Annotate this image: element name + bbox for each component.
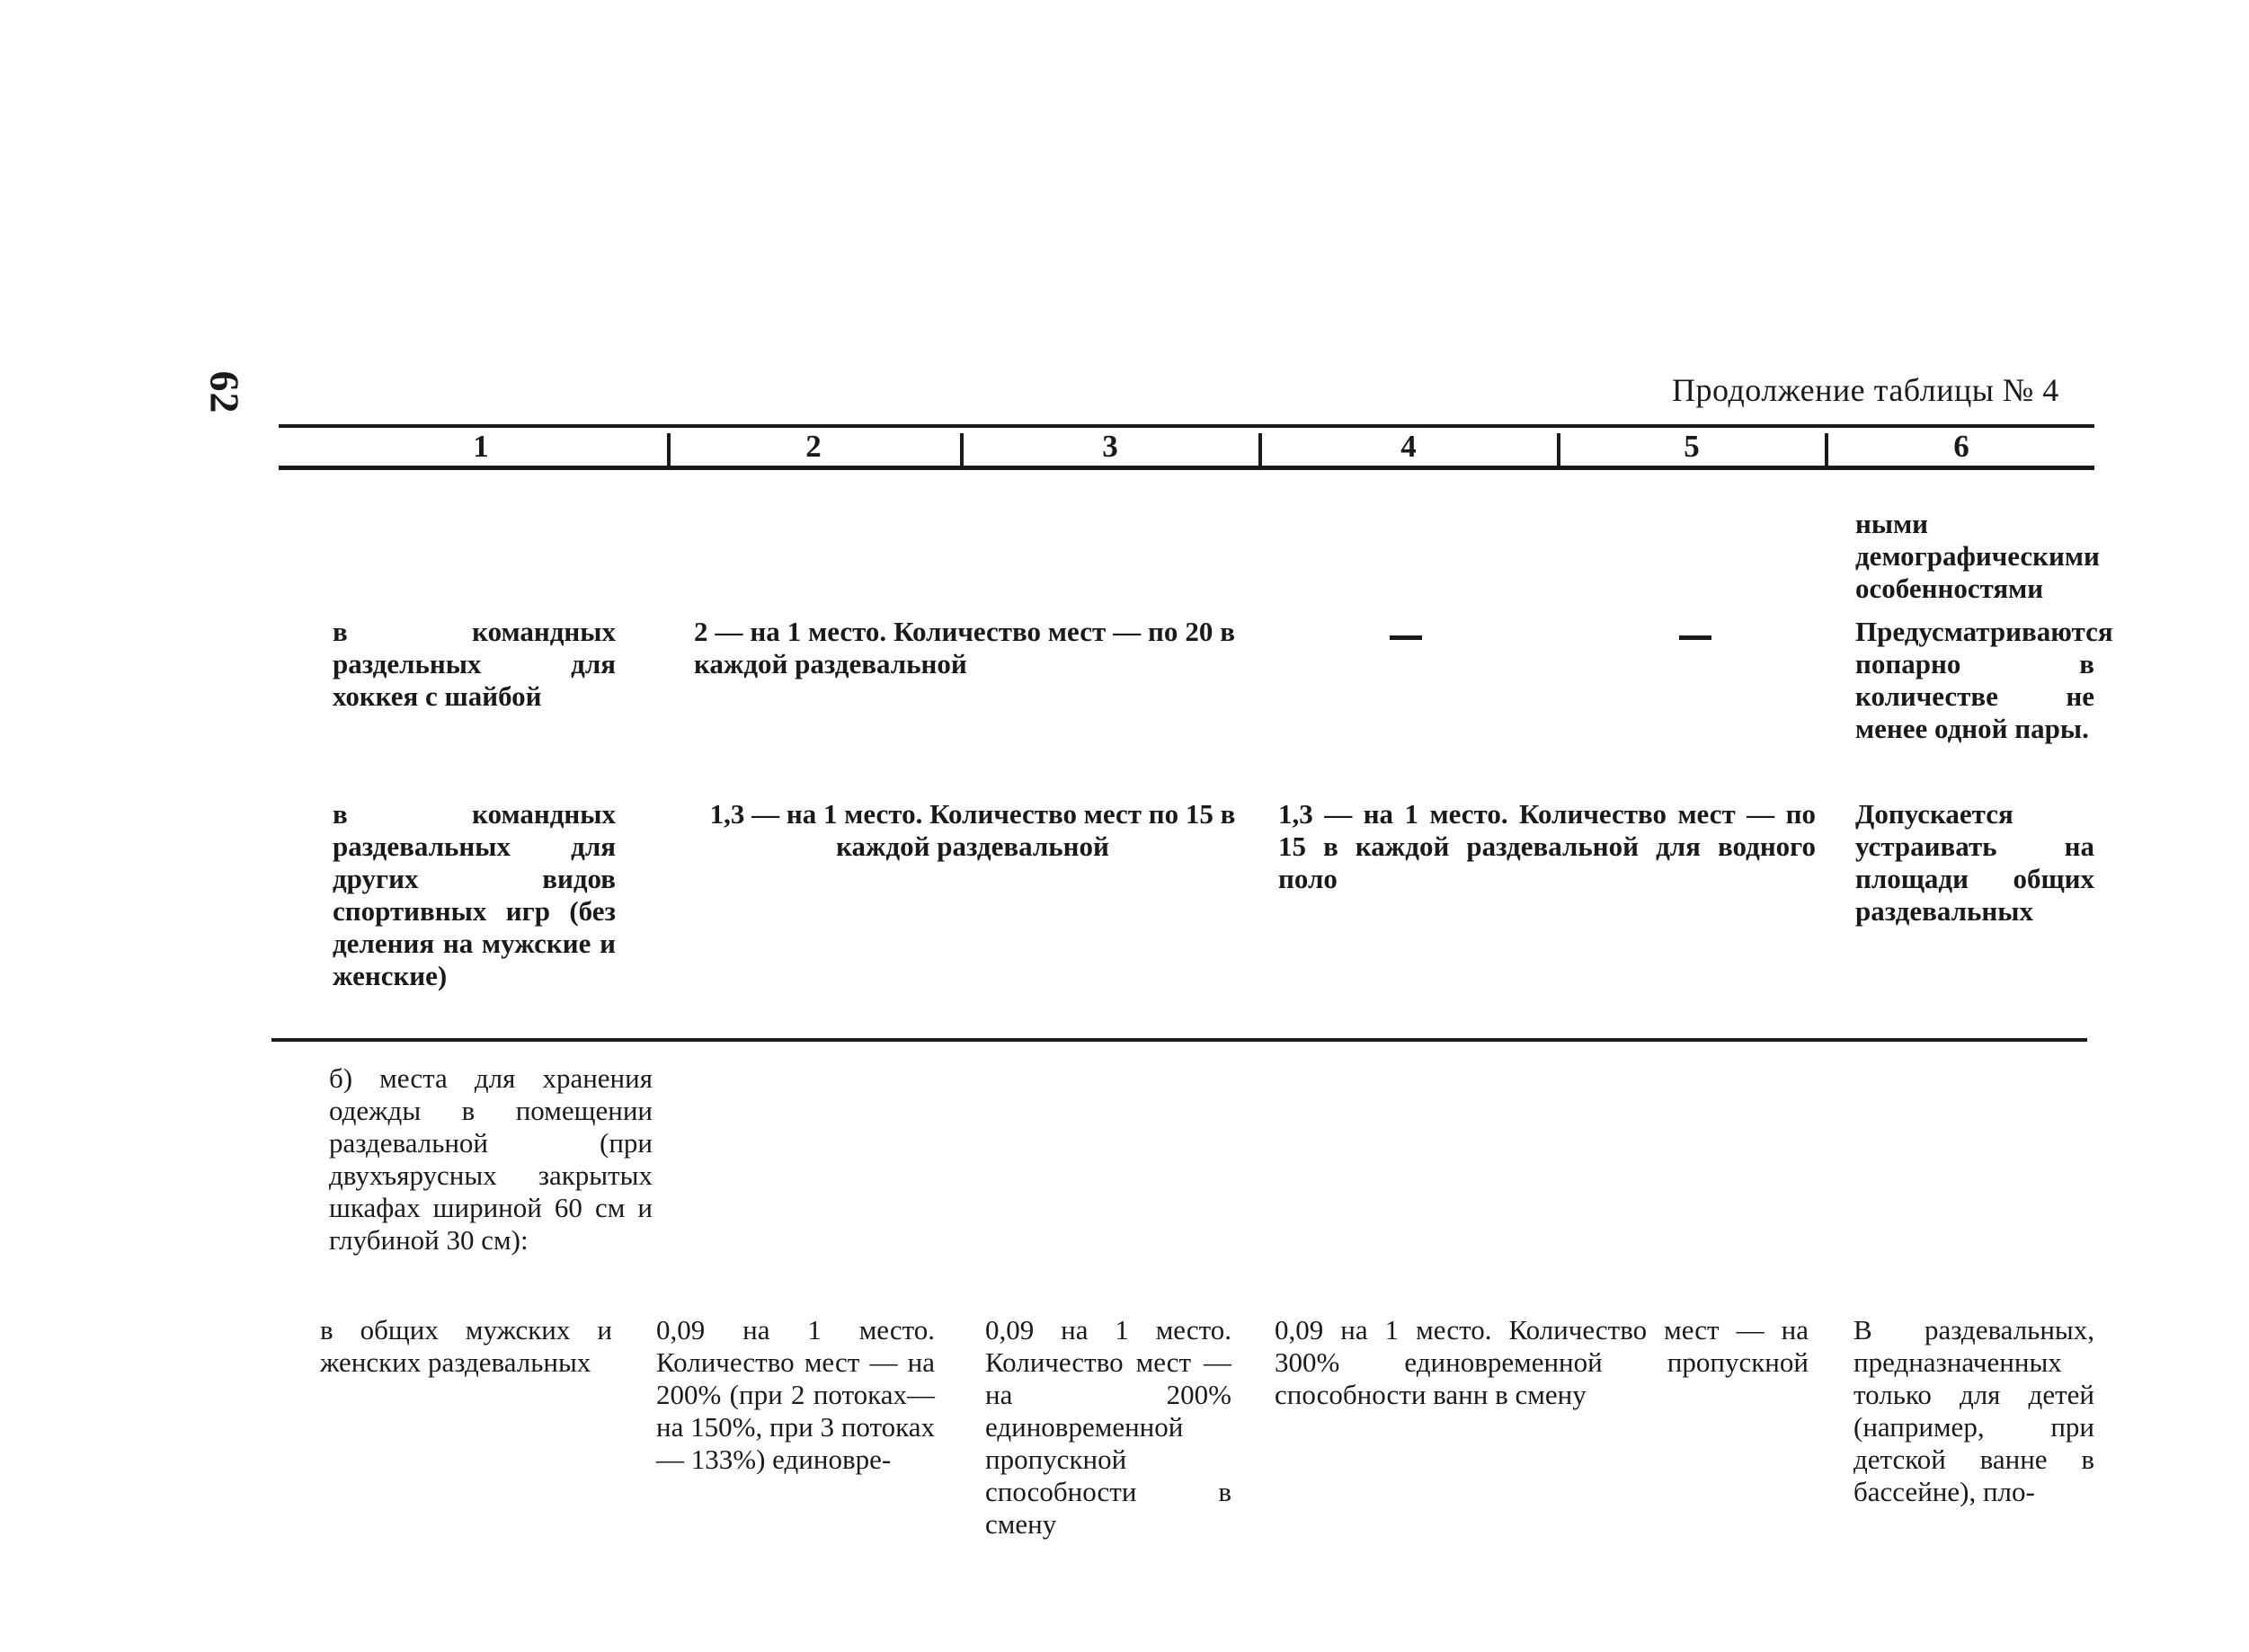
column-header-1: 1 [473,429,489,464]
row-other-games-col23: 1,3 — на 1 место. Количество мест по 15 в каждой раздевальной [709,798,1236,862]
row-other-games-col45: 1,3 — на 1 место. Количество мест — по 15 в каждой раздевальной для водного поло [1278,798,1816,894]
row-storage-col3: 0,09 на 1 место. Количество мест — на 200% единовременной пропускной способности в смену [985,1314,1231,1540]
row-storage-col2: 0,09 на 1 место. Количество мест — на 200% (при 2 потоках—на 150%, при 3 потоках — 133%) единовре- [656,1314,935,1475]
row-storage-col45: 0,09 на 1 место. Количество мест — на 300% единовременной пропускной способности ванн в смену [1275,1314,1809,1410]
row-hockey-col5-dash [1679,635,1711,640]
page-number: 62 [201,370,248,414]
column-header-2: 2 [805,429,822,464]
column-header-6: 6 [1953,429,1969,464]
row-note-col6: ными демографическими особенностями [1855,508,2100,604]
row-hockey-col6: Предусматриваются попарно в количестве не менее одной пары. [1855,616,2113,744]
table-continuation-title: Продолжение таблицы № 4 [1672,372,2059,408]
table-header-rule [279,466,2094,470]
row-other-games-col1: в командных раздевальных для других видов спортивных игр (без деления на мужские и женские) [333,798,616,991]
row-storage-col1: в общих мужских и женских раздевальных [320,1314,612,1378]
column-header-5: 5 [1684,429,1700,464]
row-storage-col6: В раздевальных, предназначенных только для детей (например, при детской ванне в бассейне), пло- [1853,1314,2094,1507]
row-other-games-col6: Допускается устраивать на площади общих раздевальных [1855,798,2094,927]
table-section-rule [271,1038,2087,1042]
row-hockey-col4-dash [1390,635,1422,640]
row-storage-intro: б) места для хранения одежды в помещении раздевальной (при двухъярусных закрытых шкафах шириной 60 см и глубиной 30 см): [329,1062,653,1256]
column-header-4: 4 [1400,429,1417,464]
column-header-3: 3 [1102,429,1118,464]
row-hockey-col1: в командных раздельных для хоккея с шайбой [333,616,616,712]
row-hockey-col23: 2 — на 1 место. Количество мест — по 20 в каждой раздевальной [694,616,1235,679]
